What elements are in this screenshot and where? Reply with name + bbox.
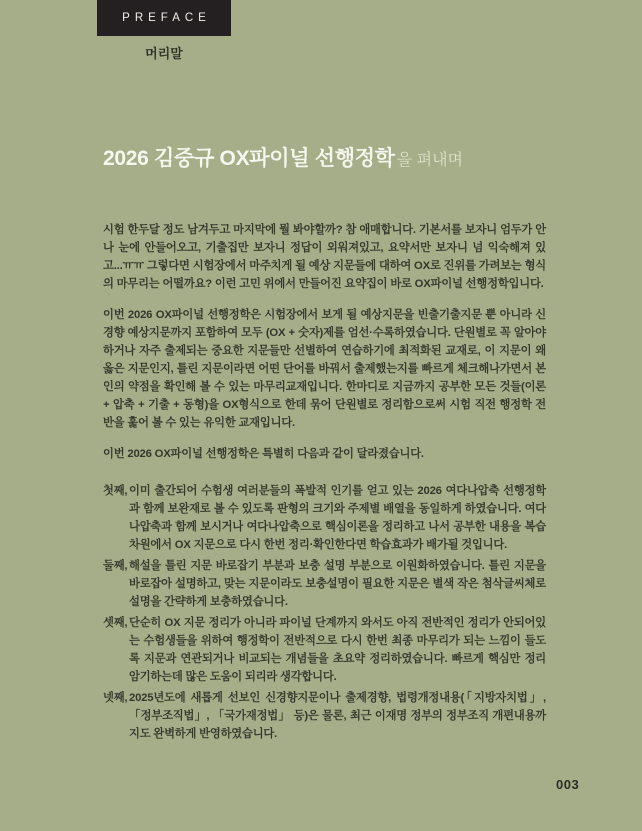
preface-badge xyxy=(97,0,231,36)
list-item-text: 단순히 OX 지문 정리가 아니라 파이널 단계까지 와서도 아직 전반적인 정리가 안되어있는 수험생들을 위하여 행정학이 전반적으로 다시 한번 최종 마무리가 되는 느낌이 들도록 지문과 연관되거나 비교되는 개념들을 초요약 정리하였습니다. 빠르게 핵심만 정리 암기하는데 많은 도움이 되리라 생각합니다. xyxy=(129,617,546,683)
page-title-suffix: 을 펴내며 xyxy=(396,152,464,169)
list-item-text: 2025년도에 새롭게 선보인 신경향지문이나 출제경향, 법령개정내용(「지방자치법」, 「정부조직법」, 「국가재정법」 등)은 물론, 최근 이재명 정부의 정부조직 개편내용까지도 완벽하게 반영하였습니다. xyxy=(129,692,546,740)
list-item-marker: 넷째, xyxy=(103,692,128,704)
preface-badge-label: PREFACE xyxy=(122,12,211,24)
changes-list xyxy=(103,482,546,743)
body-paragraph-1: 시험 한두달 정도 남겨두고 마지막에 뭘 봐야할까? 참 애매합니다. 기본서를 보자니 엄두가 안나 눈에 안들어오고, 기출집만 보자니 정답이 외워져있고, 요약서만 보자니 넘 익숙해져 있고...ㅠㅠ 그렇다면 시험장에서 마주치게 될 예상 지문들에 대하여 OX로 진위를 가려보는 형식의 마무리는 어떨까요? 이런 고민 위에서 만들어진 요약집이 바로 OX파이널 선행정학입니다. xyxy=(103,224,546,290)
list-item-marker: 첫째, xyxy=(103,485,128,497)
list-item-first xyxy=(103,482,546,554)
list-item-fourth xyxy=(103,689,546,743)
list-item-third xyxy=(103,614,546,686)
preface-body xyxy=(103,221,546,746)
body-paragraph-3: 이번 2026 OX파이널 선행정학은 특별히 다음과 같이 달라졌습니다. xyxy=(103,448,424,460)
list-item-marker: 셋째, xyxy=(103,617,128,629)
preface-subtitle: 머리말 xyxy=(145,46,183,61)
body-paragraph-2: 이번 2026 OX파이널 선행정학은 시험장에서 보게 될 예상지문을 빈출기출지문 뿐 아니라 신경향 예상지문까지 포함하여 모두 (OX + 숫자)제를 엄선·수록하였습니다. 단원별로 꼭 알아야 하거나 자주 출제되는 중요한 지문들만 선별하여 연습하기에 최적화된 교재로, 이 지문이 왜 옳은 지문인지, 틀린 지문이라면 어떤 단어를 바꿔서 출제했는지를 빠르게 체크해나가면서 본인의 약점을 확인해 볼 수 있는 마무리교재입니다. 한마디로 지금까지 공부한 모든 것들(이론 + 압축 + 기출 + 동형)을 OX형식으로 한데 묶어 단원별로 정리함으로써 시험 직전 행정학 전반을 훑어 볼 수 있는 유익한 교재입니다. xyxy=(103,309,546,429)
list-item-text: 이미 출간되어 수험생 여러분들의 폭발적 인기를 얻고 있는 2026 여다나압축 선행정학과 함께 보완재로 볼 수 있도록 판형의 크기와 주제별 배열을 동일하게 하였습니다. 여다나압축과 함께 보시거나 여다나압축으로 핵심이론을 정리하고 나서 공부한 내용을 복습차원에서 OX 지문으로 다시 한번 정리·확인한다면 학습효과가 배가될 것입니다. xyxy=(129,485,546,551)
list-item-second xyxy=(103,557,546,611)
page-title-emphasis: 2026 김중규 OX파이널 선행정학 xyxy=(103,147,395,170)
page-title xyxy=(103,136,463,173)
list-item-marker: 둘째, xyxy=(103,560,128,572)
page-number: 003 xyxy=(556,777,580,792)
list-item-text: 해설을 틀린 지문 바로잡기 부분과 보충 설명 부분으로 이원화하였습니다. 틀린 지문을 바로잡아 설명하고, 맞는 지문이라도 보충설명이 필요한 지문은 별색 작은 첨삭글씨체로 설명을 간략하게 보충하였습니다. xyxy=(129,560,546,608)
